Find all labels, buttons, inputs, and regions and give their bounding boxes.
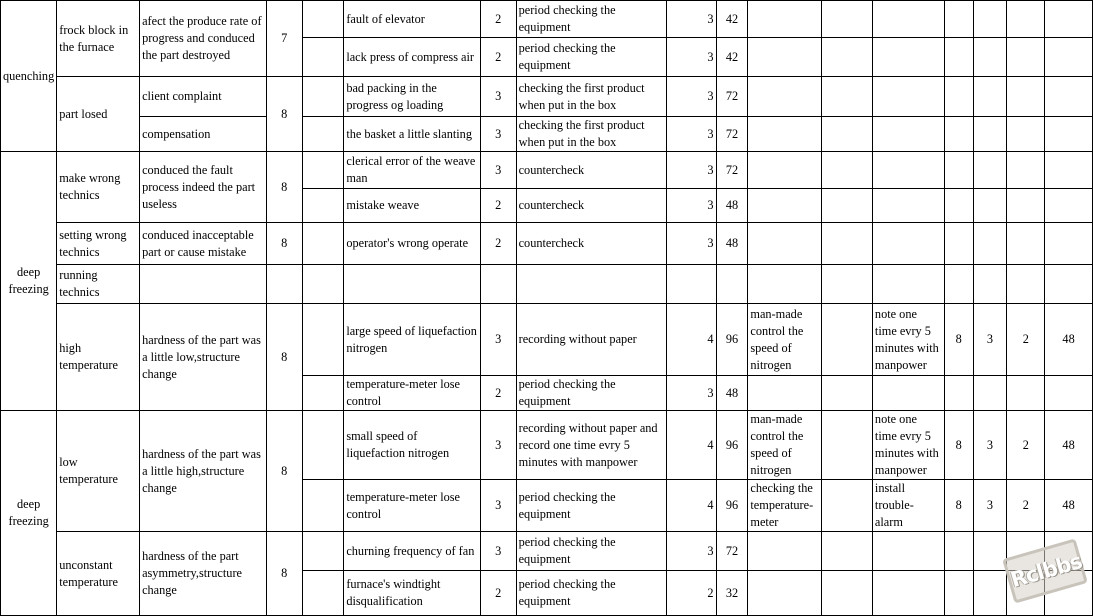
empty-cell <box>944 1 973 38</box>
empty-cell <box>748 117 822 152</box>
rpn-cell: 96 <box>716 304 748 376</box>
effect-cell: conduced inacceptable part or cause mistake <box>140 223 267 265</box>
empty-cell <box>872 532 944 571</box>
empty-cell <box>516 265 666 304</box>
table-row <box>1 265 1093 304</box>
failure-mode-cell: make wrong technics <box>57 152 140 223</box>
cause-cell: the basket a little slanting <box>344 117 481 152</box>
empty-cell <box>716 265 748 304</box>
occurrence-cell: 3 <box>480 411 516 480</box>
cause-cell: temperature-meter lose control <box>344 376 481 411</box>
empty-cell <box>822 117 873 152</box>
effect-cell: hardness of the part asymmetry,structure change <box>140 532 267 616</box>
empty-cell <box>1045 38 1093 77</box>
empty-cell <box>944 152 973 189</box>
empty-cell <box>1007 189 1045 223</box>
empty-cell <box>302 1 344 38</box>
empty-cell <box>748 265 822 304</box>
new-rpn-cell: 48 <box>1045 304 1093 376</box>
empty-cell <box>1045 117 1093 152</box>
empty-cell <box>872 376 944 411</box>
empty-cell <box>1007 38 1045 77</box>
control-cell: period checking the equipment <box>516 376 666 411</box>
rpn-cell: 48 <box>716 376 748 411</box>
new-occurrence-cell: 3 <box>973 304 1007 376</box>
empty-cell <box>302 117 344 152</box>
cause-cell: operator's wrong operate <box>344 223 481 265</box>
new-detection-cell: 2 <box>1007 304 1045 376</box>
occurrence-cell: 2 <box>480 376 516 411</box>
empty-cell <box>822 38 873 77</box>
rpn-cell: 96 <box>716 480 748 532</box>
new-severity-cell: 8 <box>944 480 973 532</box>
rpn-cell: 72 <box>716 77 748 117</box>
empty-cell <box>302 532 344 571</box>
table-row <box>1 304 1093 376</box>
empty-cell <box>302 376 344 411</box>
empty-cell <box>140 265 267 304</box>
empty-cell <box>822 532 873 571</box>
new-severity-cell: 8 <box>944 411 973 480</box>
empty-cell <box>1045 265 1093 304</box>
severity-cell: 8 <box>266 223 302 265</box>
new-detection-cell: 2 <box>1007 480 1045 532</box>
empty-cell <box>872 152 944 189</box>
cause-cell: lack press of compress air <box>344 38 481 77</box>
empty-cell <box>1007 1 1045 38</box>
cause-cell: temperature-meter lose control <box>344 480 481 532</box>
detection-cell: 4 <box>666 411 716 480</box>
detection-cell: 3 <box>666 77 716 117</box>
occurrence-cell: 2 <box>480 189 516 223</box>
empty-cell <box>872 38 944 77</box>
empty-cell <box>748 189 822 223</box>
control-cell: checking the first product when put in the box <box>516 117 666 152</box>
empty-cell <box>1045 223 1093 265</box>
empty-cell <box>973 265 1007 304</box>
empty-cell <box>822 265 873 304</box>
rpn-cell: 96 <box>716 411 748 480</box>
empty-cell <box>1045 152 1093 189</box>
empty-cell <box>1045 376 1093 411</box>
empty-cell <box>822 152 873 189</box>
empty-cell <box>302 265 344 304</box>
empty-cell <box>973 77 1007 117</box>
empty-cell <box>480 265 516 304</box>
empty-cell <box>822 189 873 223</box>
empty-cell <box>973 38 1007 77</box>
control-cell: recording without paper and record one time evry 5 minutes with manpower <box>516 411 666 480</box>
empty-cell <box>973 152 1007 189</box>
detection-cell: 3 <box>666 223 716 265</box>
control-cell: period checking the equipment <box>516 571 666 616</box>
severity-cell: 8 <box>266 152 302 223</box>
control-cell: recording without paper <box>516 304 666 376</box>
action-cell: man-made control the speed of nitrogen <box>748 304 822 376</box>
cause-cell: fault of elevator <box>344 1 481 38</box>
empty-cell <box>266 265 302 304</box>
occurrence-cell: 2 <box>480 571 516 616</box>
empty-cell <box>944 77 973 117</box>
empty-cell <box>872 265 944 304</box>
empty-cell <box>944 38 973 77</box>
rpn-cell: 72 <box>716 532 748 571</box>
rpn-cell: 48 <box>716 223 748 265</box>
empty-cell <box>748 532 822 571</box>
severity-cell: 8 <box>266 77 302 152</box>
effect-cell: hardness of the part was a little high,structure change <box>140 411 267 532</box>
empty-cell <box>944 376 973 411</box>
empty-cell <box>302 189 344 223</box>
empty-cell <box>973 189 1007 223</box>
cause-cell: clerical error of the weave man <box>344 152 481 189</box>
empty-cell <box>973 1 1007 38</box>
empty-cell <box>973 532 1007 571</box>
empty-cell <box>973 376 1007 411</box>
failure-mode-cell: setting wrong technics <box>57 223 140 265</box>
cause-cell: small speed of liquefaction nitrogen <box>344 411 481 480</box>
effect-cell: compensation <box>140 117 267 152</box>
empty-cell <box>822 1 873 38</box>
empty-cell <box>822 77 873 117</box>
occurrence-cell: 3 <box>480 480 516 532</box>
empty-cell <box>344 265 481 304</box>
table-row <box>1 411 1093 480</box>
empty-cell <box>1007 265 1045 304</box>
rpn-cell: 72 <box>716 152 748 189</box>
occurrence-cell: 2 <box>480 223 516 265</box>
new-occurrence-cell: 3 <box>973 480 1007 532</box>
empty-cell <box>944 117 973 152</box>
cause-cell: mistake weave <box>344 189 481 223</box>
empty-cell <box>872 77 944 117</box>
severity-cell: 8 <box>266 411 302 532</box>
detection-cell: 4 <box>666 304 716 376</box>
detection-cell: 3 <box>666 189 716 223</box>
empty-cell <box>302 38 344 77</box>
effect-cell: hardness of the part was a little low,structure change <box>140 304 267 411</box>
process-cell: quenching <box>1 1 57 152</box>
empty-cell <box>1007 117 1045 152</box>
result-cell: note one time evry 5 minutes with manpower <box>872 411 944 480</box>
cause-cell: bad packing in the progress og loading <box>344 77 481 117</box>
occurrence-cell: 3 <box>480 77 516 117</box>
control-cell: period checking the equipment <box>516 38 666 77</box>
empty-cell <box>302 480 344 532</box>
empty-cell <box>944 189 973 223</box>
detection-cell: 3 <box>666 532 716 571</box>
failure-mode-cell: high temperature <box>57 304 140 411</box>
action-cell: checking the temperature-meter <box>748 480 822 532</box>
empty-cell <box>822 304 873 376</box>
empty-cell <box>822 411 873 480</box>
empty-cell <box>973 223 1007 265</box>
rpn-cell: 32 <box>716 571 748 616</box>
action-cell: man-made control the speed of nitrogen <box>748 411 822 480</box>
occurrence-cell: 3 <box>480 152 516 189</box>
empty-cell <box>302 223 344 265</box>
severity-cell: 8 <box>266 304 302 411</box>
empty-cell <box>872 117 944 152</box>
process-cell: deep freezing <box>1 411 57 616</box>
watermark-stamp: Rclbbs <box>1002 538 1088 603</box>
occurrence-cell: 3 <box>480 304 516 376</box>
new-detection-cell: 2 <box>1007 411 1045 480</box>
detection-cell: 3 <box>666 1 716 38</box>
empty-cell <box>748 223 822 265</box>
table-row <box>1 532 1093 571</box>
failure-mode-cell: unconstant temperature <box>57 532 140 616</box>
empty-cell <box>944 265 973 304</box>
effect-cell: conduced the fault process indeed the part useless <box>140 152 267 223</box>
new-rpn-cell: 48 <box>1045 480 1093 532</box>
empty-cell <box>872 1 944 38</box>
failure-mode-cell: low temperature <box>57 411 140 532</box>
empty-cell <box>973 117 1007 152</box>
control-cell: countercheck <box>516 152 666 189</box>
cause-cell: churning frequency of fan <box>344 532 481 571</box>
empty-cell <box>1007 77 1045 117</box>
occurrence-cell: 2 <box>480 38 516 77</box>
cause-cell: large speed of liquefaction nitrogen <box>344 304 481 376</box>
empty-cell <box>302 411 344 480</box>
control-cell: checking the first product when put in the box <box>516 77 666 117</box>
empty-cell <box>1007 152 1045 189</box>
rpn-cell: 48 <box>716 189 748 223</box>
effect-cell: client complaint <box>140 77 267 117</box>
occurrence-cell: 3 <box>480 532 516 571</box>
empty-cell <box>1007 376 1045 411</box>
failure-mode-cell: part losed <box>57 77 140 152</box>
cause-cell: furnace's windtight disqualification <box>344 571 481 616</box>
empty-cell <box>748 152 822 189</box>
table-row <box>1 223 1093 265</box>
empty-cell <box>748 77 822 117</box>
result-cell: install trouble-alarm <box>872 480 944 532</box>
empty-cell <box>748 38 822 77</box>
severity-cell: 7 <box>266 1 302 77</box>
occurrence-cell: 3 <box>480 117 516 152</box>
empty-cell <box>872 223 944 265</box>
empty-cell <box>944 532 973 571</box>
rpn-cell: 72 <box>716 117 748 152</box>
empty-cell <box>1007 223 1045 265</box>
control-cell: period checking the equipment <box>516 532 666 571</box>
detection-cell: 3 <box>666 152 716 189</box>
failure-mode-cell: running technics <box>57 265 140 304</box>
empty-cell <box>822 223 873 265</box>
control-cell: countercheck <box>516 223 666 265</box>
detection-cell: 3 <box>666 376 716 411</box>
process-cell: deep freezing <box>1 152 57 411</box>
empty-cell <box>1045 189 1093 223</box>
table-row <box>1 152 1093 189</box>
empty-cell <box>872 189 944 223</box>
failure-mode-cell: frock block in the furnace <box>57 1 140 77</box>
result-cell: note one time evry 5 minutes with manpower <box>872 304 944 376</box>
empty-cell <box>1045 77 1093 117</box>
new-severity-cell: 8 <box>944 304 973 376</box>
detection-cell: 3 <box>666 117 716 152</box>
occurrence-cell: 2 <box>480 1 516 38</box>
control-cell: period checking the equipment <box>516 480 666 532</box>
empty-cell <box>302 304 344 376</box>
empty-cell <box>1045 1 1093 38</box>
empty-cell <box>302 152 344 189</box>
rpn-cell: 42 <box>716 38 748 77</box>
detection-cell: 4 <box>666 480 716 532</box>
rpn-cell: 42 <box>716 1 748 38</box>
empty-cell <box>748 1 822 38</box>
detection-cell: 3 <box>666 38 716 77</box>
new-rpn-cell: 48 <box>1045 411 1093 480</box>
effect-cell: afect the produce rate of progress and conduced the part destroyed <box>140 1 267 77</box>
control-cell: period checking the equipment <box>516 1 666 38</box>
new-occurrence-cell: 3 <box>973 411 1007 480</box>
table-row <box>1 117 1093 152</box>
detection-cell: 2 <box>666 571 716 616</box>
empty-cell <box>822 376 873 411</box>
empty-cell <box>748 376 822 411</box>
control-cell: countercheck <box>516 189 666 223</box>
table-row <box>1 1 1093 38</box>
empty-cell <box>666 265 716 304</box>
empty-cell <box>302 77 344 117</box>
table-row <box>1 77 1093 117</box>
empty-cell <box>944 223 973 265</box>
empty-cell <box>822 480 873 532</box>
severity-cell: 8 <box>266 532 302 616</box>
